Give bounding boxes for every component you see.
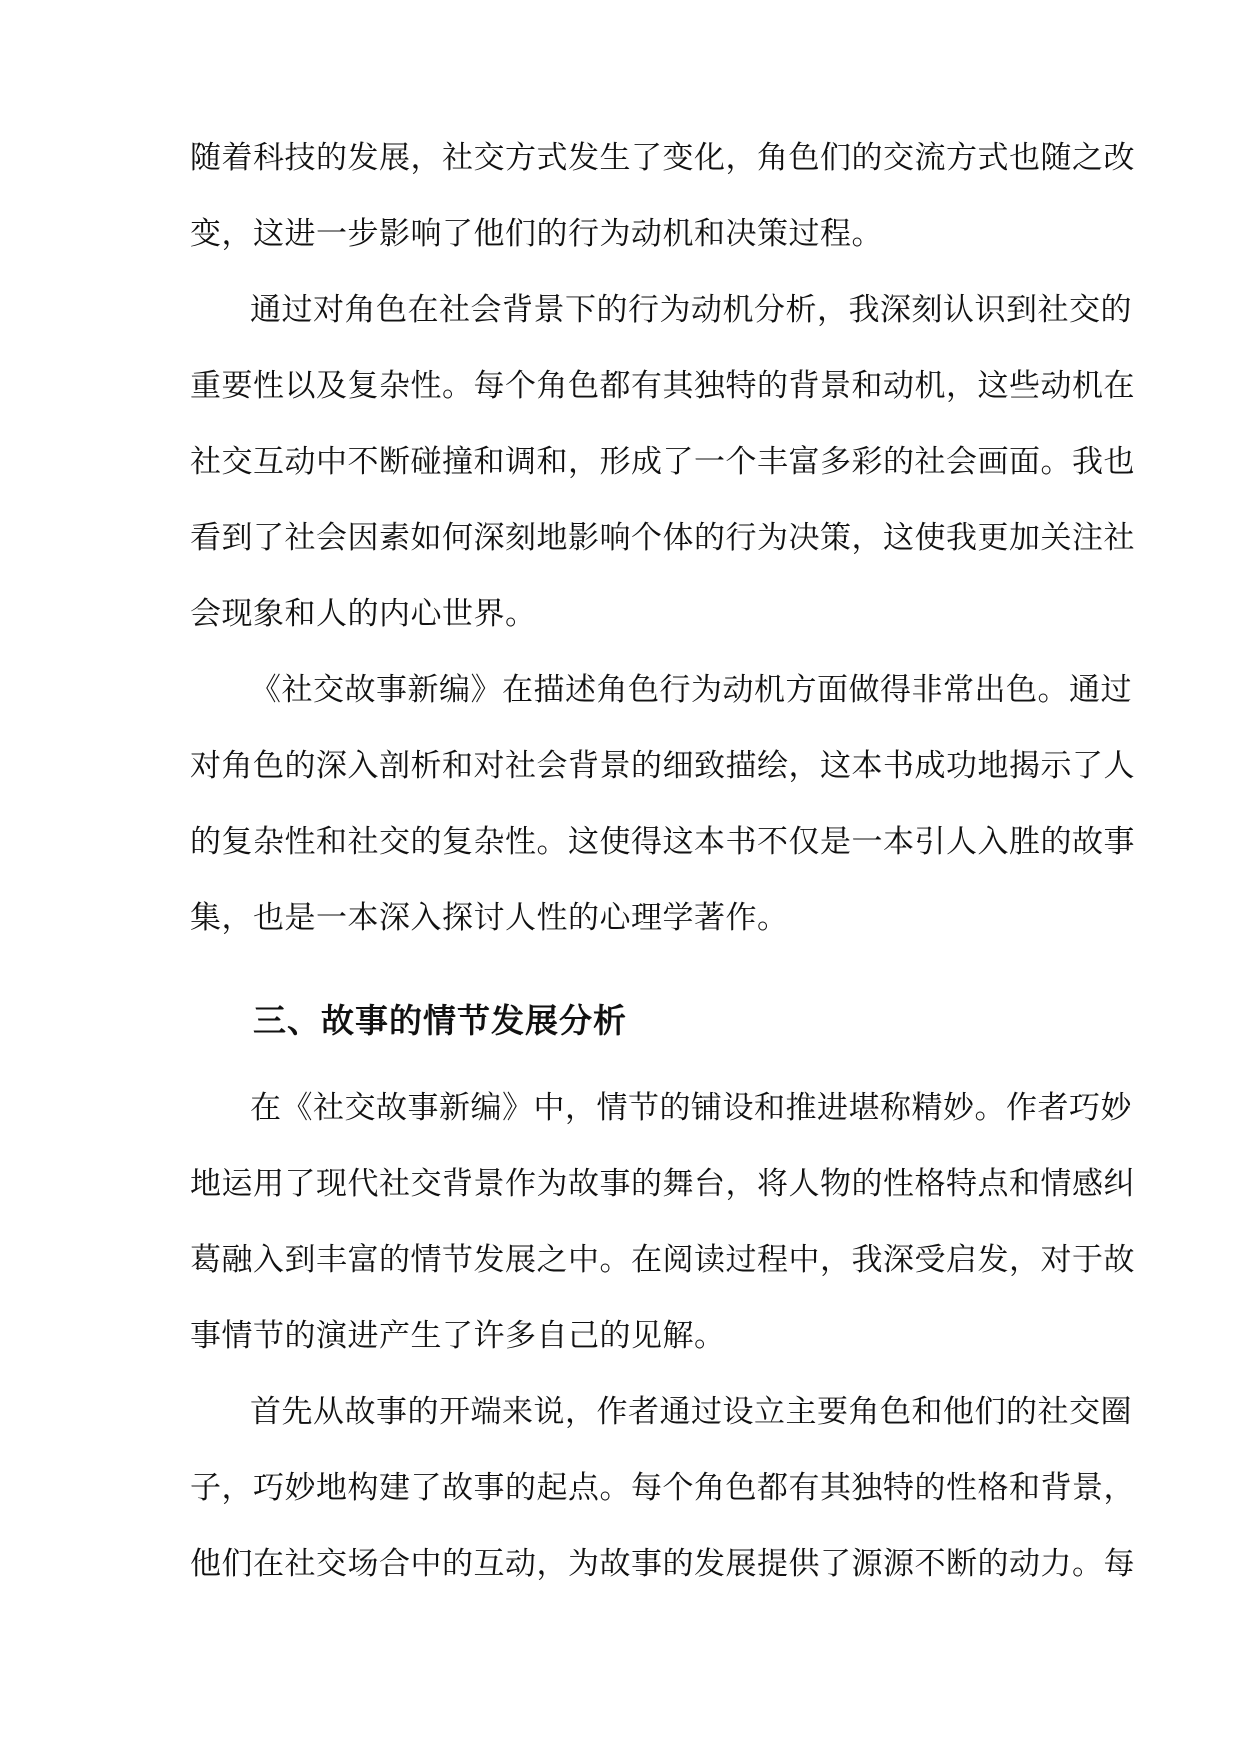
text-line: 通过对角色在社会背景下的行为动机分析，我深刻认识到社交的	[250, 292, 1132, 328]
text-line: 首先从故事的开端来说，作者通过设立主要角色和他们的社交圈	[250, 1394, 1132, 1430]
text-line: 看到了社会因素如何深刻地影响个体的行为决策，这使我更加关注社	[190, 520, 1135, 556]
section-heading: 三、故事的情节发展分析	[253, 1001, 627, 1040]
text-line: 社交互动中不断碰撞和调和，形成了一个丰富多彩的社会画面。我也	[190, 444, 1135, 480]
text-line: 他们在社交场合中的互动，为故事的发展提供了源源不断的动力。每	[190, 1546, 1135, 1582]
text-line: 在《社交故事新编》中，情节的铺设和推进堪称精妙。作者巧妙	[250, 1090, 1132, 1126]
text-line: 重要性以及复杂性。每个角色都有其独特的背景和动机，这些动机在	[190, 368, 1135, 404]
text-line: 集，也是一本深入探讨人性的心理学著作。	[190, 900, 789, 936]
text-line: 对角色的深入剖析和对社会背景的细致描绘，这本书成功地揭示了人	[190, 748, 1135, 784]
text-line: 的复杂性和社交的复杂性。这使得这本书不仅是一本引人入胜的故事	[190, 824, 1135, 860]
text-line: 《社交故事新编》在描述角色行为动机方面做得非常出色。通过	[250, 672, 1132, 708]
text-line: 地运用了现代社交背景作为故事的舞台，将人物的性格特点和情感纠	[190, 1166, 1135, 1202]
text-line: 随着科技的发展，社交方式发生了变化，角色们的交流方式也随之改	[190, 140, 1135, 176]
text-line: 子，巧妙地构建了故事的起点。每个角色都有其独特的性格和背景，	[190, 1470, 1135, 1506]
text-line: 变，这进一步影响了他们的行为动机和决策过程。	[190, 216, 883, 252]
text-line: 事情节的演进产生了许多自己的见解。	[190, 1318, 726, 1354]
text-line: 会现象和人的内心世界。	[190, 596, 537, 632]
text-line: 葛融入到丰富的情节发展之中。在阅读过程中，我深受启发，对于故	[190, 1242, 1135, 1278]
